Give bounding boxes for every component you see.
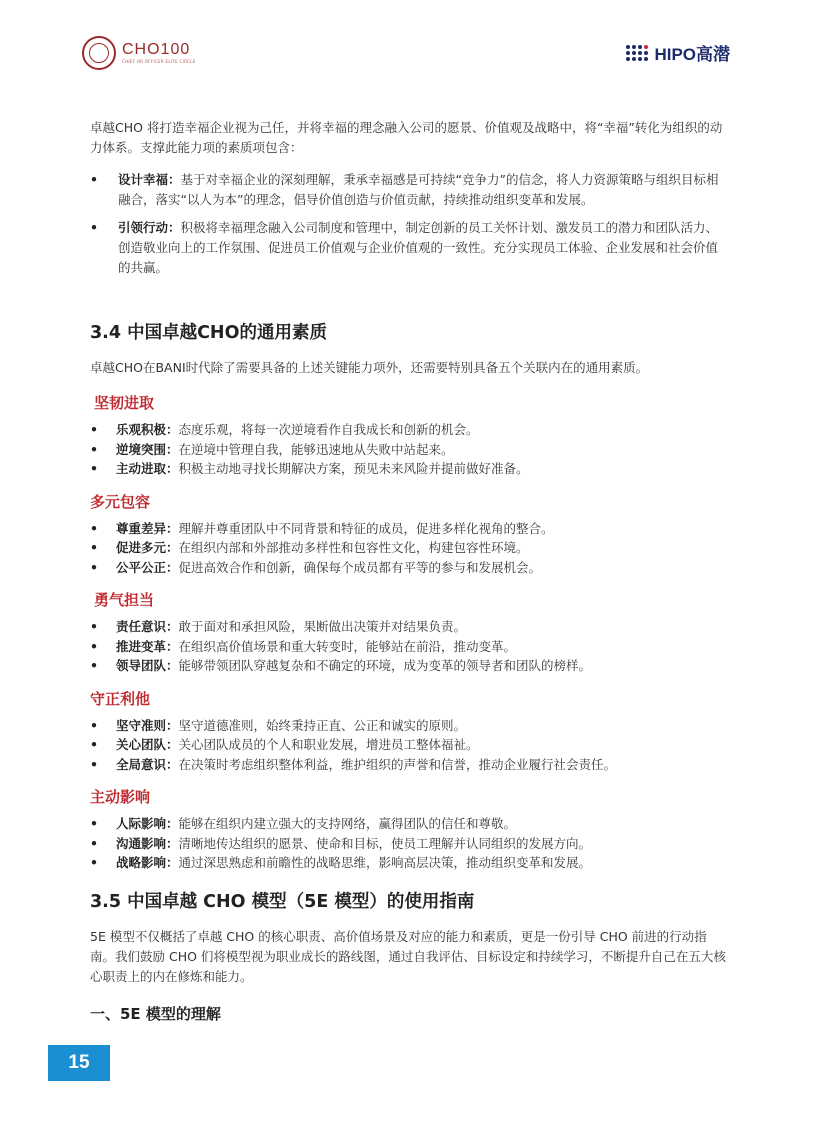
hipo-dots-icon: [626, 45, 648, 61]
page-header: [82, 36, 730, 80]
list-item: [90, 834, 730, 854]
item-term: 促进多元：: [116, 540, 179, 555]
item-text: 关心团队成员的个人和职业发展，增进员工整体福祉。: [178, 737, 479, 752]
item-text: 积极将幸福理念融入公司制度和管理中，制定创新的员工关怀计划、激发员工的潜力和团队活力、创造敬业向上的工作氛围、促进员工价值观与企业价值观的一致性。充分实现员工体验、企业发展和社会价值的共赢。: [118, 220, 719, 275]
section-3-5-title: 3.5 中国卓越 CHO 模型（5E 模型）的使用指南: [90, 891, 475, 912]
list-item: [90, 420, 730, 440]
trait-block: [90, 786, 730, 873]
item-text: 能够带领团队穿越复杂和不确定的环境，成为变革的领导者和团队的榜样。: [178, 658, 592, 673]
trait-title: 守正利他: [90, 689, 151, 708]
trait-block: [90, 491, 730, 578]
list-item: [90, 637, 730, 657]
item-term: 沟通影响：: [116, 835, 179, 851]
item-text: 坚守道德准则，始终秉持正直、公正和诚实的原则。: [178, 717, 467, 733]
item-text: 能够在组织内建立强大的支持网络，赢得团队的信任和尊敬。: [178, 816, 517, 831]
item-term: 坚守准则：: [116, 717, 179, 733]
page-content: [90, 118, 730, 1027]
trait-block: [90, 392, 730, 479]
item-term: 人际影响：: [116, 816, 179, 831]
item-text: 在组织高价值场景和重大转变时，能够站在前沿，推动变革。: [178, 638, 517, 654]
item-term: 乐观积极：: [116, 422, 179, 437]
list-item: [90, 735, 730, 755]
list-item: [90, 656, 730, 676]
item-text: 促进高效合作和创新，确保每个成员都有平等的参与和发展机会。: [178, 559, 542, 575]
section-3-5-subheading: 一、5E 模型的理解: [90, 1004, 221, 1023]
item-text: 积极主动地寻找长期解决方案，预见未来风险并提前做好准备。: [178, 461, 529, 476]
item-term: 尊重差异：: [116, 520, 179, 536]
list-item: [90, 538, 730, 558]
list-item: [90, 755, 730, 775]
cho100-seal-icon: [82, 36, 116, 70]
item-text: 在组织内部和外部推动多样性和包容性文化，构建包容性环境。: [178, 540, 529, 555]
intro-paragraph: 卓越CHO 将打造幸福企业视为己任，并将幸福的理念融入公司的愿景、价值观及战略中，将“幸福”转化为组织的动力体系。支撑此能力项的素质项包含：: [90, 120, 723, 155]
hipo-logo: [626, 40, 730, 65]
list-item: [90, 814, 730, 834]
item-text: 态度乐观，将每一次逆境看作自我成长和创新的机会。: [178, 422, 479, 437]
list-item: [90, 558, 730, 578]
item-text: 理解并尊重团队中不同背景和特征的成员，促进多样化视角的整合。: [178, 520, 554, 536]
section-3-4-subtitle: 卓越CHO在BANI时代除了需要具备的上述关键能力项外，还需要特别具备五个关联内在的通用素质。: [90, 360, 649, 375]
trait-title: 勇气担当: [94, 591, 155, 609]
section-3-4-title: 3.4 中国卓越CHO的通用素质: [90, 323, 327, 343]
list-item: [90, 519, 730, 539]
hipo-logo-text: HIPO高潜: [654, 45, 730, 64]
item-term: 推进变革：: [116, 638, 179, 654]
list-item: [90, 716, 730, 736]
item-term: 逆境突围：: [116, 441, 179, 457]
trait-block: [90, 589, 730, 676]
intro-list: [90, 170, 730, 278]
item-text: 基于对幸福企业的深刻理解，秉承幸福感是可持续“竞争力”的信念，将人力资源策略与组织目标相融合，落实“以人为本”的理念，倡导价值创造与价值贡献，持续推动组织变革和发展。: [118, 172, 719, 207]
cho100-logo: [82, 36, 195, 70]
item-term: 主动进取：: [116, 461, 179, 476]
list-item: [90, 459, 730, 479]
cho100-logo-text: CHO100: [122, 41, 191, 58]
list-item: [90, 218, 730, 278]
item-term: 全局意识：: [116, 756, 179, 772]
item-term: 公平公正：: [116, 559, 179, 575]
list-item: [90, 440, 730, 460]
trait-title: 坚韧进取: [94, 394, 155, 412]
cho100-logo-subtext: CHIEF HR OFFICER ELITE CIRCLE: [122, 59, 196, 64]
list-item: [90, 617, 730, 637]
list-item: [90, 170, 730, 210]
trait-block: [90, 688, 730, 775]
trait-title: 多元包容: [90, 492, 151, 511]
list-item: [90, 853, 730, 873]
item-term: 设计幸福：: [118, 172, 181, 187]
item-term: 领导团队：: [116, 658, 179, 673]
trait-title: 主动影响: [90, 788, 151, 806]
item-text: 通过深思熟虑和前瞻性的战略思维，影响高层决策，推动组织变革和发展。: [178, 855, 592, 870]
item-text: 在决策时考虑组织整体利益，维护组织的声誉和信誉，推动企业履行社会责任。: [178, 756, 617, 772]
item-text: 敢于面对和承担风险，果断做出决策并对结果负责。: [178, 619, 467, 634]
section-3-5-intro: 5E 模型不仅概括了卓越 CHO 的核心职责、高价值场景及对应的能力和素质，更是一份引导 CHO 前进的行动指南。我们鼓励 CHO 们将模型视为职业成长的路线图，通过自我评估、目标设定和持续学习，不断提升自己在五大核心职责上的内在修炼和能力。: [90, 928, 726, 984]
item-term: 战略影响：: [116, 855, 179, 870]
item-term: 引领行动：: [118, 220, 181, 235]
item-term: 关心团队：: [116, 737, 179, 752]
page-number-badge: 15: [48, 1045, 110, 1081]
item-term: 责任意识：: [116, 619, 179, 634]
item-text: 清晰地传达组织的愿景、使命和目标，使员工理解并认同组织的发展方向。: [178, 835, 592, 851]
item-text: 在逆境中管理自我，能够迅速地从失败中站起来。: [178, 441, 454, 457]
